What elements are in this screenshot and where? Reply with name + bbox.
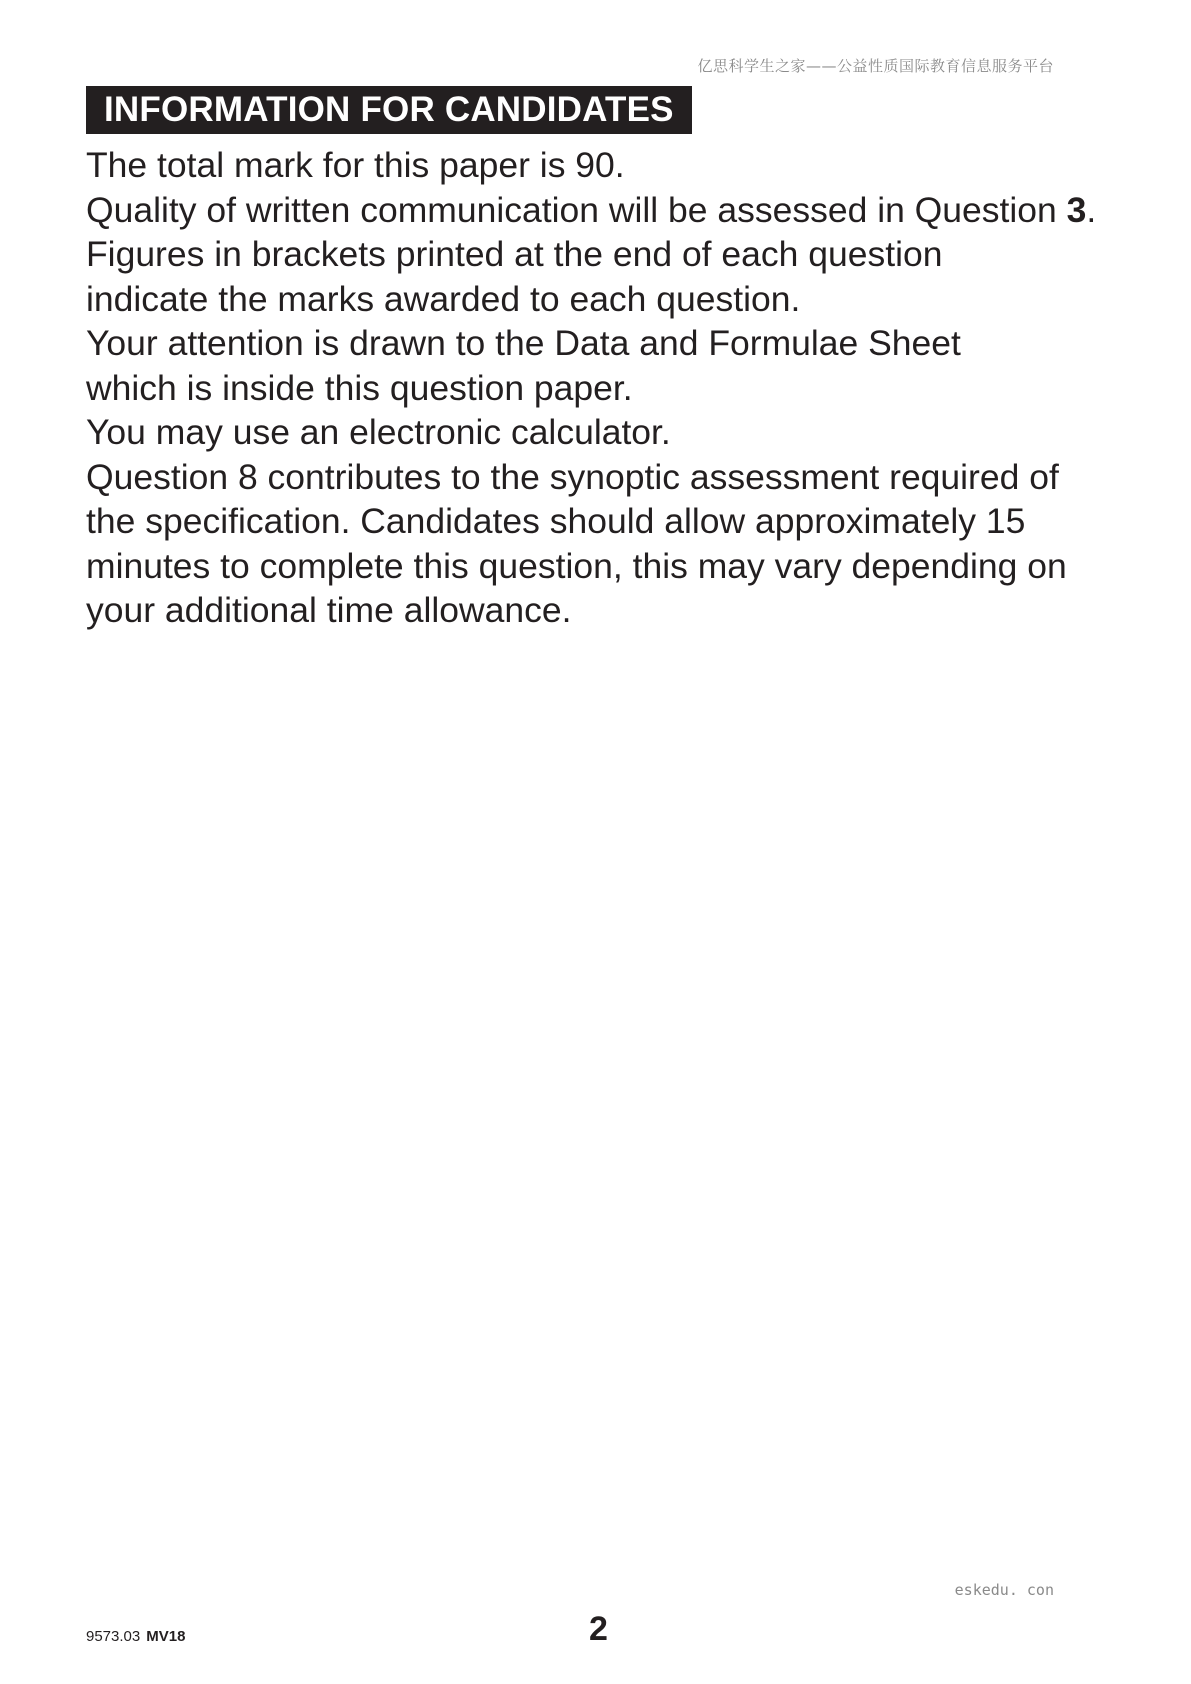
info-data-sheet: Your attention is drawn to the Data and Formulae Sheet which is inside this question paper. bbox=[86, 323, 961, 408]
info-synoptic: Question 8 contributes to the synoptic assessment required of the specification. Candidates should allow approximately 15 minutes to complete this question, this may vary depending on your additional time allowance. bbox=[86, 456, 1067, 630]
section-heading: INFORMATION FOR CANDIDATES bbox=[86, 86, 692, 134]
candidate-information bbox=[86, 143, 1126, 633]
paper-code-number: 9573.03 bbox=[86, 1628, 141, 1645]
info-quality-communication bbox=[86, 188, 1126, 233]
info-question-number: 3 bbox=[1066, 189, 1087, 230]
footer-watermark: eskedu. con bbox=[954, 1581, 1054, 1599]
paper-version: MV18 bbox=[146, 1628, 186, 1645]
page-number: 2 bbox=[589, 1610, 608, 1648]
paper-code bbox=[86, 1628, 185, 1645]
info-quality-period: . bbox=[1086, 189, 1097, 230]
info-quality-text: Quality of written communication will be assessed in Question bbox=[86, 189, 1067, 230]
info-total-mark: The total mark for this paper is 90. bbox=[86, 145, 625, 185]
info-calculator: You may use an electronic calculator. bbox=[86, 412, 671, 452]
header-watermark: 亿思科学生之家——公益性质国际教育信息服务平台 bbox=[697, 57, 1054, 75]
info-figures-brackets: Figures in brackets printed at the end of each question indicate the marks awarded to each question. bbox=[86, 234, 943, 319]
